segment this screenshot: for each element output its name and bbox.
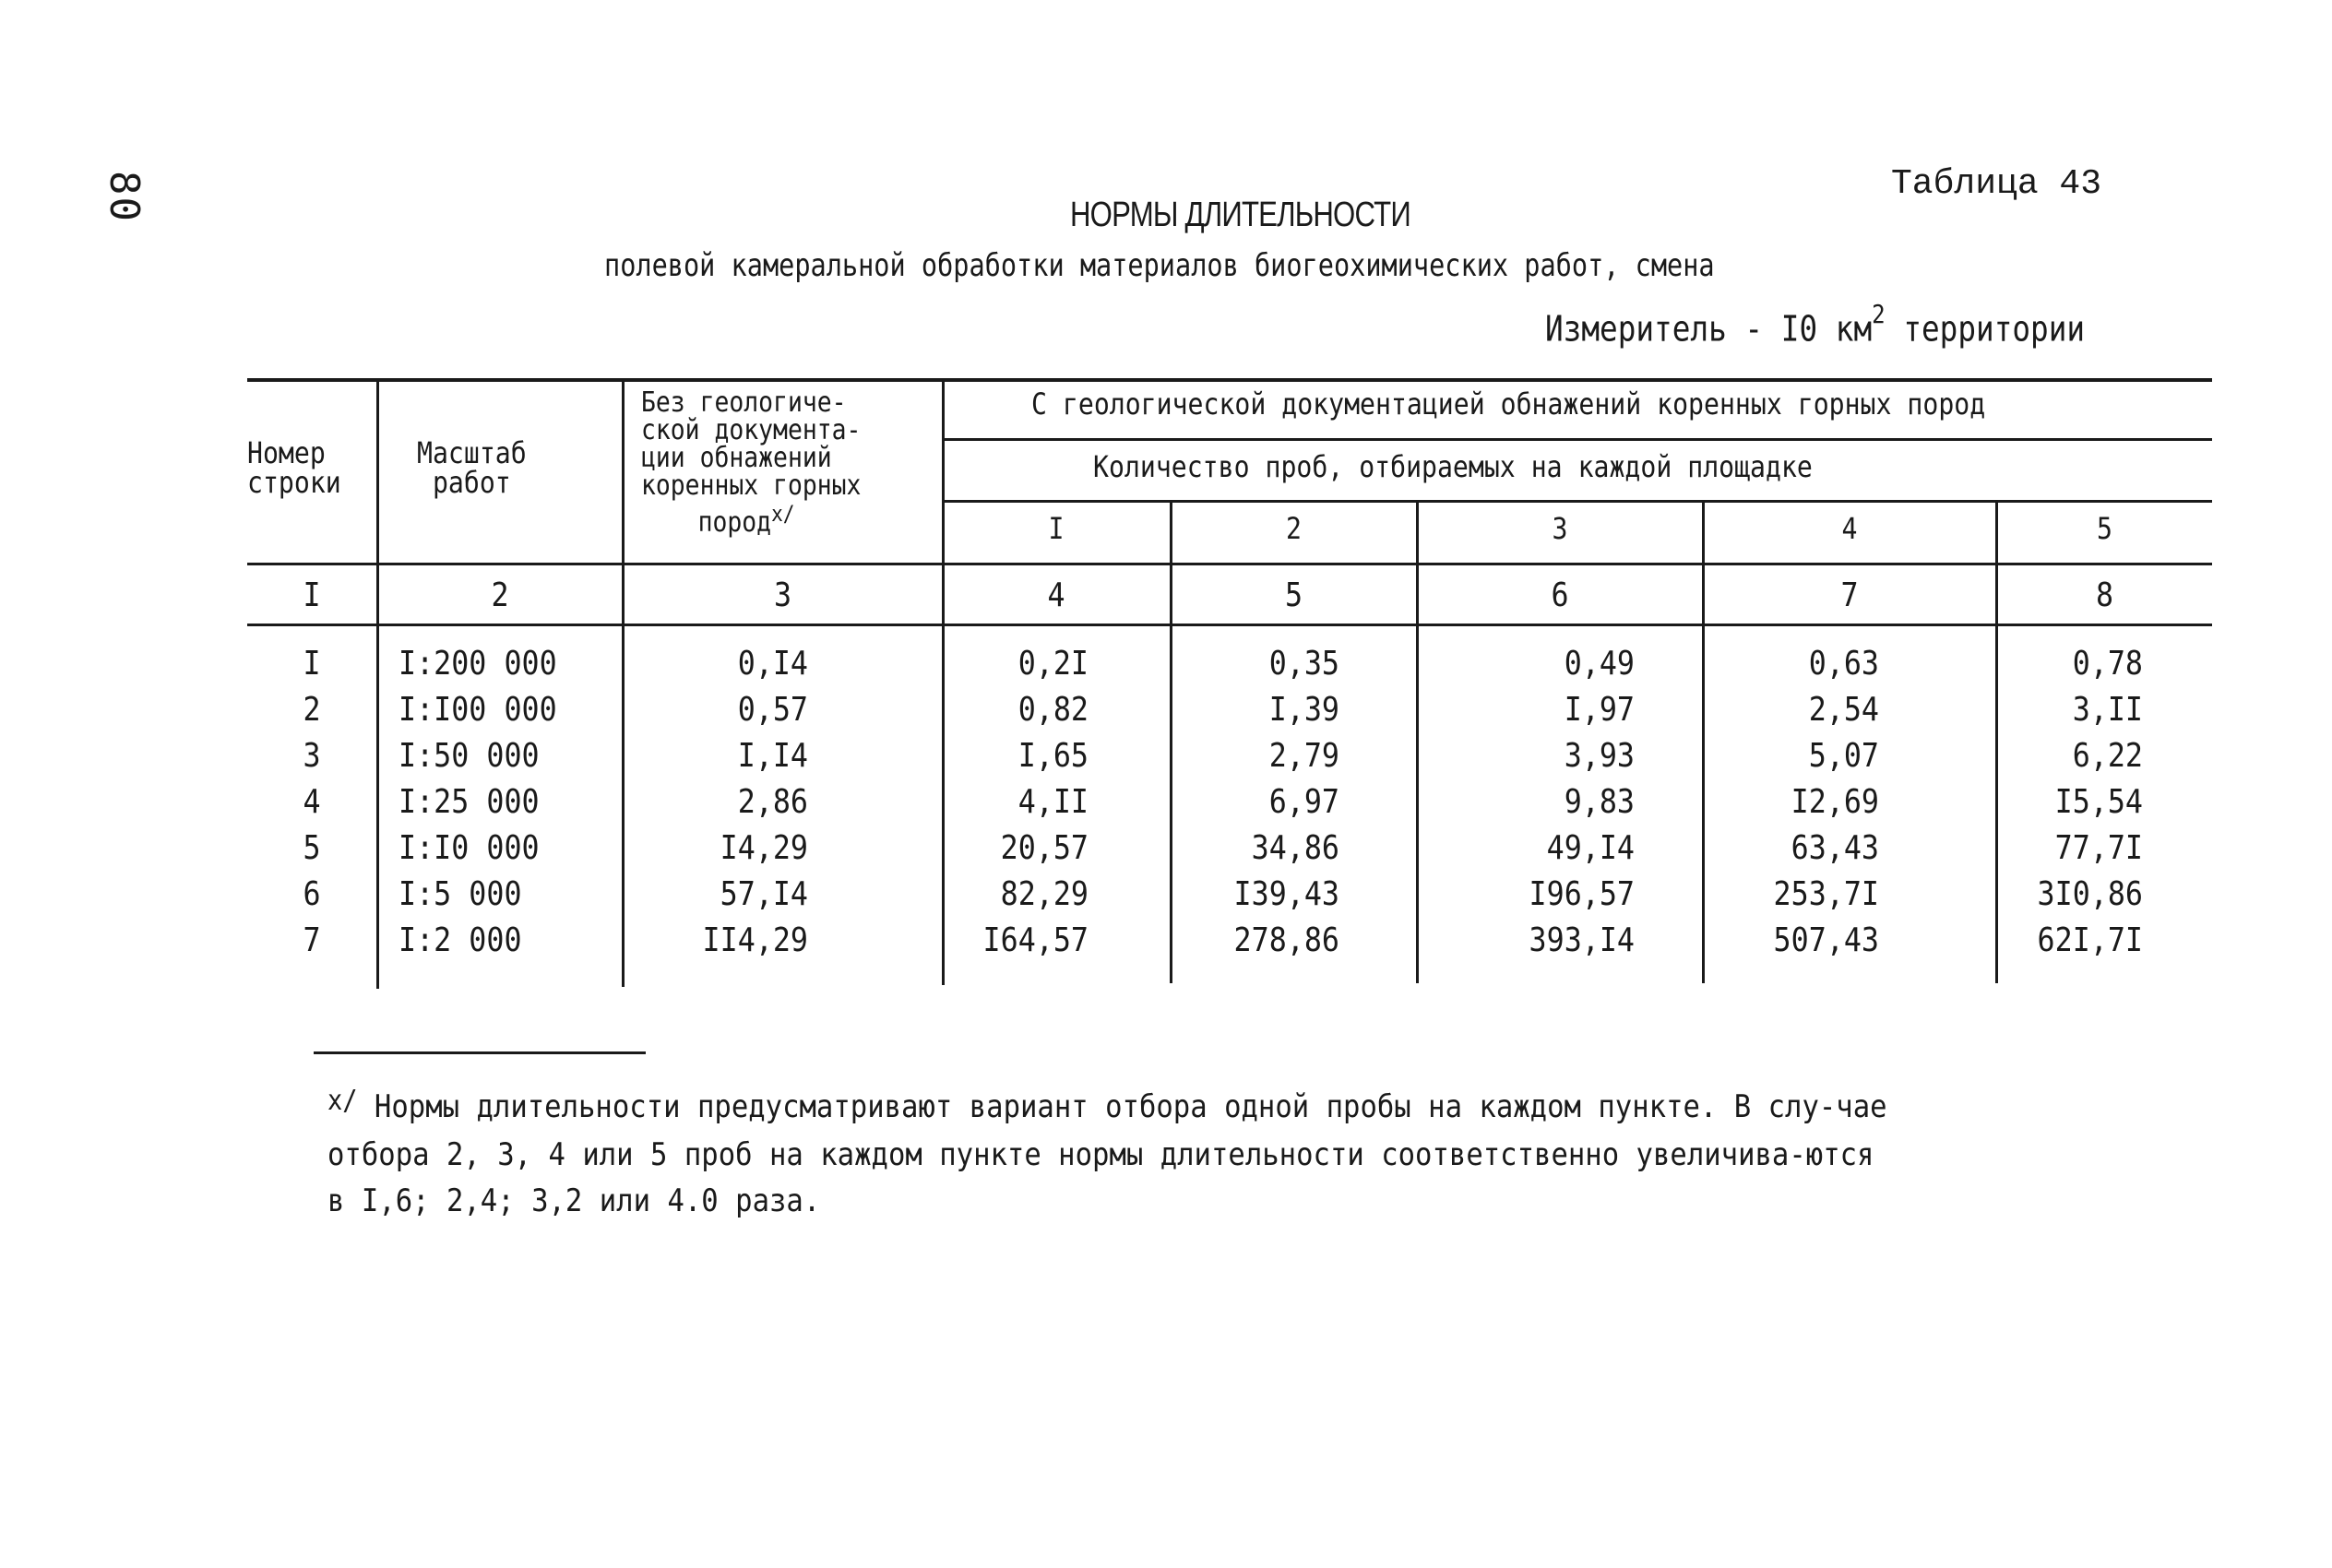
footnote-separator bbox=[314, 1051, 646, 1054]
header-sample-count-3: 3 bbox=[1552, 511, 1568, 546]
table-cell-col-7: 2,54 bbox=[1808, 691, 1879, 729]
header-without-documentation bbox=[641, 386, 862, 539]
header-scale-line2: работ bbox=[432, 465, 511, 500]
table-cell-col-5: 0,35 bbox=[1268, 645, 1339, 683]
unit-prefix: Измеритель - I0 км bbox=[1545, 308, 1873, 350]
table-rule-samples bbox=[943, 500, 2212, 503]
table-cell-col-5: I,39 bbox=[1268, 691, 1339, 729]
table-cell-col-7: 63,43 bbox=[1791, 829, 1879, 867]
table-cell-col-4: 0,82 bbox=[1017, 691, 1089, 729]
table-vline-3 bbox=[942, 380, 945, 985]
table-cell-col-8: I5,54 bbox=[2054, 783, 2143, 821]
table-cell-col-6: I96,57 bbox=[1529, 875, 1635, 913]
table-cell-col-3: 57,I4 bbox=[720, 875, 808, 913]
footnote-mark: x/ bbox=[327, 1085, 358, 1117]
table-cell-col-7: 253,7I bbox=[1773, 875, 1879, 913]
table-vline-7 bbox=[1995, 502, 1998, 983]
header-with-documentation: С геологической документацией обнажений коренных горных пород bbox=[1031, 386, 1986, 422]
table-cell-col-2: I:5 000 bbox=[399, 875, 522, 913]
table-cell-col-1: 2 bbox=[303, 691, 321, 729]
page-number: 80 bbox=[101, 171, 148, 223]
table-cell-col-5: 278,86 bbox=[1233, 921, 1339, 959]
table-cell-col-4: I,65 bbox=[1017, 737, 1089, 775]
table-rule-colnums-bottom bbox=[247, 624, 2212, 626]
header-without-doc-line3: ции обнажений bbox=[641, 442, 832, 474]
unit-suffix: территории bbox=[1885, 308, 2086, 350]
table-cell-col-2: I:I0 000 bbox=[399, 829, 540, 867]
table-cell-col-1: 5 bbox=[303, 829, 321, 867]
table-cell-col-4: 82,29 bbox=[1000, 875, 1089, 913]
unit-superscript: 2 bbox=[1872, 299, 1886, 329]
footnote bbox=[327, 1084, 1888, 1224]
header-sample-count-1: I bbox=[1048, 511, 1065, 546]
column-number-2: 2 bbox=[491, 576, 509, 614]
header-scale bbox=[417, 435, 527, 500]
table-cell-col-1: 7 bbox=[303, 921, 321, 959]
table-cell-col-3: 0,I4 bbox=[737, 645, 808, 683]
table-cell-col-5: 6,97 bbox=[1268, 783, 1339, 821]
header-scale-line1: Масштаб bbox=[417, 435, 527, 470]
table-cell-col-6: 3,93 bbox=[1564, 737, 1635, 775]
table-cell-col-7: 0,63 bbox=[1808, 645, 1879, 683]
table-cell-col-1: 3 bbox=[303, 737, 321, 775]
table-cell-col-6: 0,49 bbox=[1564, 645, 1635, 683]
header-sample-count-2: 2 bbox=[1286, 511, 1302, 546]
column-number-7: 7 bbox=[1840, 576, 1859, 614]
header-sample-count-4: 4 bbox=[1841, 511, 1858, 546]
table-cell-col-6: 393,I4 bbox=[1529, 921, 1635, 959]
table-vline-6 bbox=[1702, 502, 1705, 983]
header-row-number bbox=[247, 435, 341, 500]
table-cell-col-5: I39,43 bbox=[1233, 875, 1339, 913]
table-rule-header-bottom bbox=[247, 563, 2212, 565]
column-number-5: 5 bbox=[1284, 576, 1303, 614]
table-rule-top bbox=[247, 378, 2212, 382]
table-cell-col-8: 0,78 bbox=[2072, 645, 2143, 683]
table-cell-col-3: 2,86 bbox=[737, 783, 808, 821]
header-without-doc-line4: коренных горных bbox=[641, 469, 862, 502]
table-cell-col-5: 2,79 bbox=[1268, 737, 1339, 775]
table-cell-col-4: 4,II bbox=[1017, 783, 1089, 821]
table-vline-5 bbox=[1416, 502, 1419, 983]
column-number-4: 4 bbox=[1047, 576, 1065, 614]
header-row-number-line2: строки bbox=[247, 465, 341, 500]
header-row-number-line1: Номер bbox=[247, 435, 326, 470]
table-cell-col-3: I,I4 bbox=[737, 737, 808, 775]
table-cell-col-2: I:25 000 bbox=[399, 783, 540, 821]
table-cell-col-4: 0,2I bbox=[1017, 645, 1089, 683]
table-cell-col-2: I:2 000 bbox=[399, 921, 522, 959]
table-cell-col-8: 3I0,86 bbox=[2037, 875, 2143, 913]
header-without-doc-porod: пород bbox=[697, 506, 772, 539]
table-cell-col-1: 4 bbox=[303, 783, 321, 821]
table-cell-col-2: I:I00 000 bbox=[399, 691, 557, 729]
table-subtitle: полевой камеральной обработки материалов биогеохимических работ, смена bbox=[604, 247, 1715, 284]
table-cell-col-1: I bbox=[303, 645, 321, 683]
table-cell-col-7: 5,07 bbox=[1808, 737, 1879, 775]
table-cell-col-4: I64,57 bbox=[982, 921, 1089, 959]
table-cell-col-3: 0,57 bbox=[737, 691, 808, 729]
table-cell-col-6: 49,I4 bbox=[1546, 829, 1635, 867]
footnote-text: Нормы длительности предусматривают вариант отбора одной пробы на каждом пункте. В слу-чае отбора 2, 3, 4 или 5 проб на каждом пункте нормы длительности соответственно увеличива-ются в I,6; 2,4; 3,2 или 4.0 раза. bbox=[327, 1088, 1887, 1219]
column-number-8: 8 bbox=[2095, 576, 2114, 614]
table-cell-col-8: 3,II bbox=[2072, 691, 2143, 729]
table-cell-col-2: I:200 000 bbox=[399, 645, 557, 683]
table-cell-col-7: 507,43 bbox=[1773, 921, 1879, 959]
column-number-1: I bbox=[303, 576, 321, 614]
header-samples-per-site: Количество проб, отбираемых на каждой площадке bbox=[1093, 449, 1813, 484]
table-cell-col-8: 6,22 bbox=[2072, 737, 2143, 775]
table-cell-col-6: 9,83 bbox=[1564, 783, 1635, 821]
column-number-3: 3 bbox=[773, 576, 792, 614]
table-cell-col-5: 34,86 bbox=[1251, 829, 1339, 867]
header-without-doc-line2: ской документа- bbox=[641, 414, 862, 446]
table-title: НОРМЫ ДЛИТЕЛЬНОСТИ bbox=[1070, 196, 1410, 234]
footnote-reference-mark: x/ bbox=[771, 501, 795, 527]
table-cell-col-8: 77,7I bbox=[2054, 829, 2143, 867]
table-vline-4 bbox=[1170, 502, 1172, 983]
table-cell-col-1: 6 bbox=[303, 875, 321, 913]
column-number-6: 6 bbox=[1551, 576, 1569, 614]
table-cell-col-2: I:50 000 bbox=[399, 737, 540, 775]
header-without-doc-line1: Без геологиче- bbox=[641, 386, 847, 419]
table-label: Таблица 43 bbox=[1891, 164, 2102, 204]
table-cell-col-6: I,97 bbox=[1564, 691, 1635, 729]
table-cell-col-4: 20,57 bbox=[1000, 829, 1089, 867]
table-vline-1 bbox=[376, 380, 379, 989]
unit-of-measure bbox=[1545, 299, 2086, 350]
header-sample-count-5: 5 bbox=[2097, 511, 2112, 546]
table-cell-col-7: I2,69 bbox=[1791, 783, 1879, 821]
table-vline-2 bbox=[622, 380, 625, 987]
table-cell-col-3: II4,29 bbox=[702, 921, 808, 959]
table-rule-group bbox=[943, 438, 2212, 441]
header-without-doc-line5 bbox=[641, 500, 861, 537]
table-cell-col-8: 62I,7I bbox=[2037, 921, 2143, 959]
table-cell-col-3: I4,29 bbox=[720, 829, 808, 867]
